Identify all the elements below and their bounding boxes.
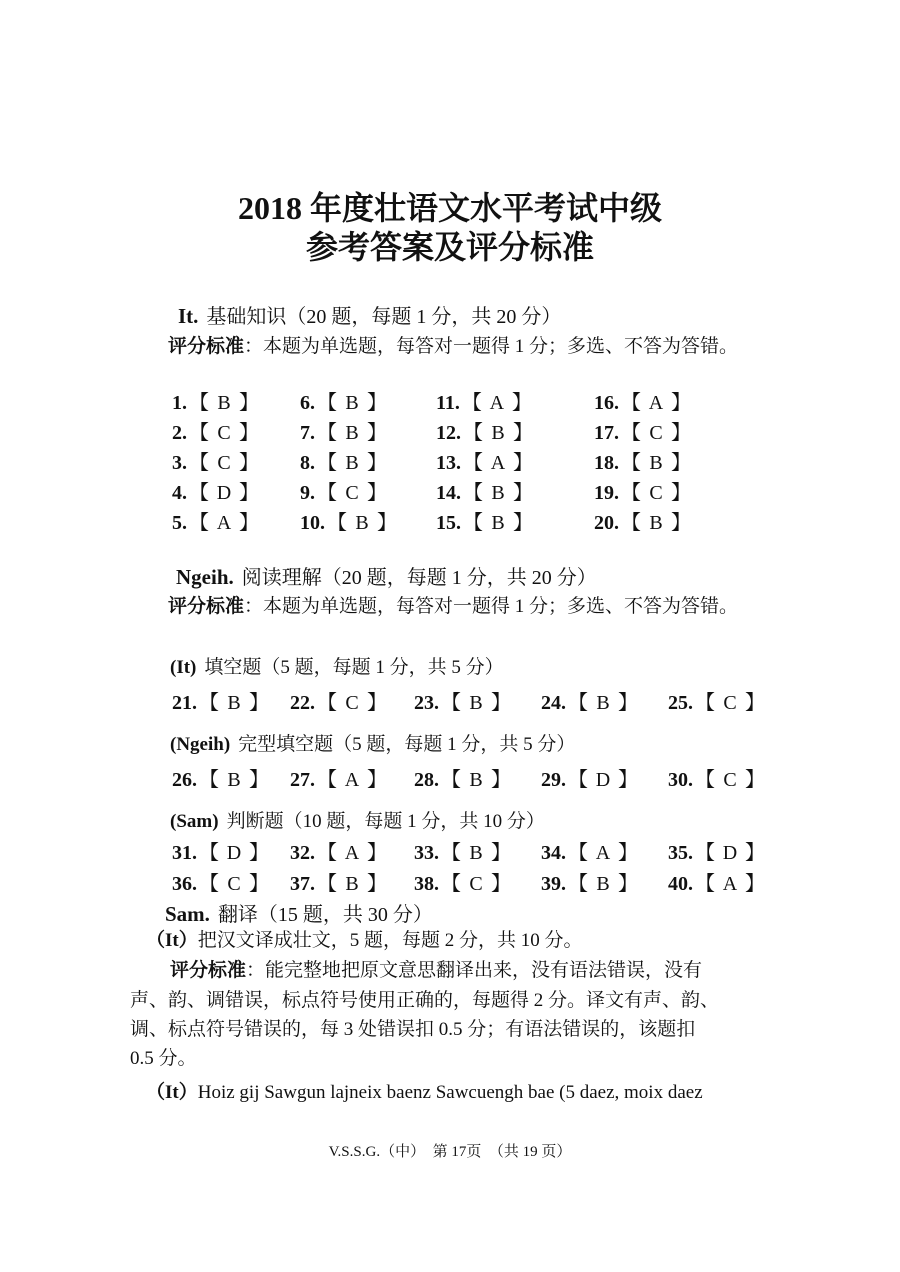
open-bracket: 【 [189,452,209,474]
answer-item [541,686,640,715]
section-label: It. [178,304,199,328]
answer-letter: D [722,842,738,864]
open-bracket: 【 [189,422,209,444]
criteria-label: 评分标准 [168,336,245,357]
criteria-label: 评分标准 [170,960,247,981]
answer-letter: A [344,842,360,864]
answer-item [414,836,513,865]
close-bracket: 】 [513,512,533,534]
criteria-text: ：本题为单选题，每答对一题得 1 分；多选、不答为答错。 [244,596,739,617]
close-bracket: 】 [239,422,259,444]
answer-item [290,686,389,715]
answer-item [172,416,261,445]
question-number: 23. [414,692,439,714]
answer-item [290,867,389,896]
close-bracket: 】 [249,769,269,791]
question-number: 14. [436,482,461,504]
close-bracket: 】 [249,873,269,895]
answer-item [414,867,513,896]
open-bracket: 【 [568,692,588,714]
answer-item [172,446,261,475]
open-bracket: 【 [317,692,337,714]
sub-label: （It） [146,1082,198,1103]
answer-letter: C [345,692,359,714]
question-number: 8. [300,452,315,474]
question-number: 26. [172,769,197,791]
open-bracket: 【 [317,769,337,791]
translation-subheading [146,926,583,956]
close-bracket: 】 [491,842,511,864]
answer-item [594,416,693,445]
criteria-3-line2: 声、韵、调错误，标点符号使用正确的，每题得 2 分。译文有声、韵、 [130,990,720,1011]
close-bracket: 】 [367,692,387,714]
question-number: 15. [436,512,461,534]
answer-letter: A [595,842,611,864]
part-heading-sam [170,806,545,833]
criteria-3-line3: 调、标点符号错误的，每 3 处错误扣 0.5 分；有语法错误的，该题扣 [130,1019,696,1040]
question-number: 21. [172,692,197,714]
section-title: 翻译（15 题，共 30 分） [217,904,433,926]
close-bracket: 】 [513,482,533,504]
question-number: 25. [668,692,693,714]
close-bracket: 】 [671,422,691,444]
question-number: 12. [436,422,461,444]
answer-letter: C [469,873,483,895]
question-number: 36. [172,873,197,895]
section-title: 基础知识（20 题，每题 1 分，共 20 分） [206,306,562,328]
answer-item [300,446,389,475]
answer-letter: B [469,692,483,714]
answer-letter: B [491,422,505,444]
section-title: 阅读理解（20 题，每题 1 分，共 20 分） [241,567,597,589]
open-bracket: 【 [621,452,641,474]
open-bracket: 【 [568,769,588,791]
answer-item [172,836,271,865]
answer-letter: A [722,873,738,895]
answer-letter: B [227,692,241,714]
answer-letter: C [723,692,737,714]
answer-item [300,476,389,505]
answer-item [300,416,389,445]
open-bracket: 【 [463,452,483,474]
open-bracket: 【 [695,873,715,895]
close-bracket: 】 [367,482,387,504]
page-title-line1: 2018 年度壮语文水平考试中级 [237,190,662,226]
part-title: 完型填空题（5 题，每题 1 分，共 5 分） [238,734,576,755]
question-number: 24. [541,692,566,714]
open-bracket: 【 [189,482,209,504]
part-title: 填空题（5 题，每题 1 分，共 5 分） [204,657,504,678]
open-bracket: 【 [568,842,588,864]
open-bracket: 【 [317,842,337,864]
open-bracket: 【 [441,873,461,895]
answer-letter: B [355,512,369,534]
question-number: 40. [668,873,693,895]
answer-letter: C [227,873,241,895]
close-bracket: 】 [367,392,387,414]
close-bracket: 】 [745,842,765,864]
answer-letter: A [490,452,506,474]
criteria-text: ：本题为单选题，每答对一题得 1 分；多选、不答为答错。 [244,336,739,357]
open-bracket: 【 [695,842,715,864]
close-bracket: 】 [671,392,691,414]
open-bracket: 【 [621,422,641,444]
close-bracket: 】 [491,692,511,714]
part-label: (Ngeih) [170,734,231,755]
close-bracket: 】 [745,873,765,895]
answer-item [172,686,271,715]
section-heading-3 [165,898,433,927]
open-bracket: 【 [463,482,483,504]
close-bracket: 】 [745,692,765,714]
answer-item [436,446,535,475]
page-footer: V.S.S.G.（中） 第 17页 （共 19 页） [328,1144,572,1160]
question-number: 17. [594,422,619,444]
close-bracket: 】 [377,512,397,534]
answer-letter: A [648,392,664,414]
answer-item [668,867,767,896]
close-bracket: 】 [249,842,269,864]
open-bracket: 【 [327,512,347,534]
answer-letter: B [469,769,483,791]
answer-item [541,763,640,792]
part-label: (Sam) [170,811,219,832]
close-bracket: 】 [367,422,387,444]
close-bracket: 】 [239,482,259,504]
open-bracket: 【 [621,482,641,504]
open-bracket: 【 [441,692,461,714]
open-bracket: 【 [461,392,482,414]
answer-letter: B [217,392,231,414]
close-bracket: 】 [239,452,259,474]
close-bracket: 】 [367,452,387,474]
answer-item [436,416,535,445]
question-number: 1. [172,392,187,414]
answer-letter: C [345,482,359,504]
answer-letter: B [345,452,359,474]
open-bracket: 【 [441,842,461,864]
criteria-3-line4: 0.5 分。 [130,1048,197,1069]
answer-item [594,476,693,505]
question-number: 13. [436,452,461,474]
close-bracket: 】 [239,512,259,534]
section-heading-1 [178,300,561,329]
close-bracket: 】 [249,692,269,714]
question-number: 3. [172,452,187,474]
answer-item [414,686,513,715]
open-bracket: 【 [621,392,641,414]
question-number: 18. [594,452,619,474]
page-title-line2: 参考答案及评分标准 [305,229,594,265]
close-bracket: 】 [618,842,638,864]
part-heading-it [170,652,504,679]
answer-item [172,763,271,792]
question-number: 20. [594,512,619,534]
question-number: 9. [300,482,315,504]
answer-item [594,446,693,475]
answer-item [436,386,534,415]
open-bracket: 【 [199,769,219,791]
answer-item [594,386,693,415]
answer-item [436,506,535,535]
question-number: 37. [290,873,315,895]
question-number: 34. [541,842,566,864]
close-bracket: 】 [367,842,387,864]
question-number: 29. [541,769,566,791]
section-label: Sam. [165,902,210,926]
answer-item [541,867,640,896]
answer-item [172,476,261,505]
close-bracket: 】 [491,873,511,895]
question-number: 38. [414,873,439,895]
zhuang-instruction [146,1078,703,1108]
answer-item [290,836,389,865]
close-bracket: 】 [367,769,387,791]
close-bracket: 】 [513,422,533,444]
answer-item [172,386,261,415]
part-heading-ngeih [170,729,575,756]
answer-letter: A [344,769,360,791]
answer-item [668,763,767,792]
answer-item [541,836,640,865]
answer-letter: A [489,392,505,414]
open-bracket: 【 [317,452,337,474]
open-bracket: 【 [695,692,715,714]
open-bracket: 【 [199,873,219,895]
open-bracket: 【 [317,422,337,444]
question-number: 6. [300,392,315,414]
answer-letter: B [345,873,359,895]
answer-letter: B [227,769,241,791]
answer-item [300,386,389,415]
criteria-text: ：能完整地把原文意思翻译出来，没有语法错误，没有 [246,960,703,981]
answer-item [172,506,261,535]
answer-letter: C [217,422,231,444]
open-bracket: 【 [189,392,209,414]
open-bracket: 【 [463,512,483,534]
answer-letter: D [226,842,242,864]
question-number: 2. [172,422,187,444]
question-number: 11. [436,392,460,414]
question-number: 28. [414,769,439,791]
sub-label: （It） [146,930,198,951]
close-bracket: 】 [618,873,638,895]
question-number: 30. [668,769,693,791]
close-bracket: 】 [671,452,691,474]
question-number: 22. [290,692,315,714]
answer-letter: A [216,512,232,534]
answer-item [668,836,767,865]
answer-item [414,763,513,792]
part-title: 判断题（10 题，每题 1 分，共 10 分） [226,811,545,832]
question-number: 35. [668,842,693,864]
answer-letter: B [491,512,505,534]
answer-letter: C [649,482,663,504]
answer-letter: B [345,392,359,414]
answer-letter: B [649,512,663,534]
close-bracket: 】 [618,769,638,791]
open-bracket: 【 [317,873,337,895]
question-number: 31. [172,842,197,864]
answer-item [436,476,535,505]
question-number: 33. [414,842,439,864]
section-label: Ngeih. [176,565,234,589]
criteria-2 [168,591,738,618]
question-number: 19. [594,482,619,504]
answer-letter: B [469,842,483,864]
instruction-text: Hoiz gij Sawgun lajneix baenz Sawcuengh bae (5 daez, moix daez [197,1082,703,1103]
answer-item [300,506,399,535]
sub-text: 把汉文译成壮文，5 题，每题 2 分，共 10 分。 [197,930,583,951]
open-bracket: 【 [317,482,337,504]
part-label: (It) [170,657,197,678]
criteria-1 [168,331,738,358]
answer-item [290,763,389,792]
section-heading-2 [176,561,597,590]
close-bracket: 】 [513,452,533,474]
question-number: 39. [541,873,566,895]
question-number: 32. [290,842,315,864]
question-number: 7. [300,422,315,444]
open-bracket: 【 [621,512,641,534]
answer-item [668,686,767,715]
open-bracket: 【 [695,769,715,791]
criteria-3-line1 [170,956,702,986]
question-number: 10. [300,512,325,534]
close-bracket: 】 [671,482,691,504]
answer-item [172,867,271,896]
open-bracket: 【 [317,392,337,414]
answer-letter: C [649,422,663,444]
close-bracket: 】 [745,769,765,791]
answer-letter: B [596,692,610,714]
answer-letter: C [723,769,737,791]
close-bracket: 】 [671,512,691,534]
close-bracket: 】 [491,769,511,791]
question-number: 4. [172,482,187,504]
open-bracket: 【 [463,422,483,444]
question-number: 5. [172,512,187,534]
answer-letter: B [345,422,359,444]
answer-item [594,506,693,535]
open-bracket: 【 [199,692,219,714]
close-bracket: 】 [618,692,638,714]
open-bracket: 【 [568,873,588,895]
open-bracket: 【 [199,842,219,864]
answer-letter: D [216,482,232,504]
answer-letter: B [491,482,505,504]
close-bracket: 】 [367,873,387,895]
close-bracket: 】 [511,392,532,414]
open-bracket: 【 [189,512,209,534]
criteria-label: 评分标准 [168,596,245,617]
answer-letter: D [595,769,611,791]
answer-letter: B [596,873,610,895]
close-bracket: 】 [239,392,259,414]
answer-letter: B [649,452,663,474]
question-number: 16. [594,392,619,414]
question-number: 27. [290,769,315,791]
answer-letter: C [217,452,231,474]
open-bracket: 【 [441,769,461,791]
